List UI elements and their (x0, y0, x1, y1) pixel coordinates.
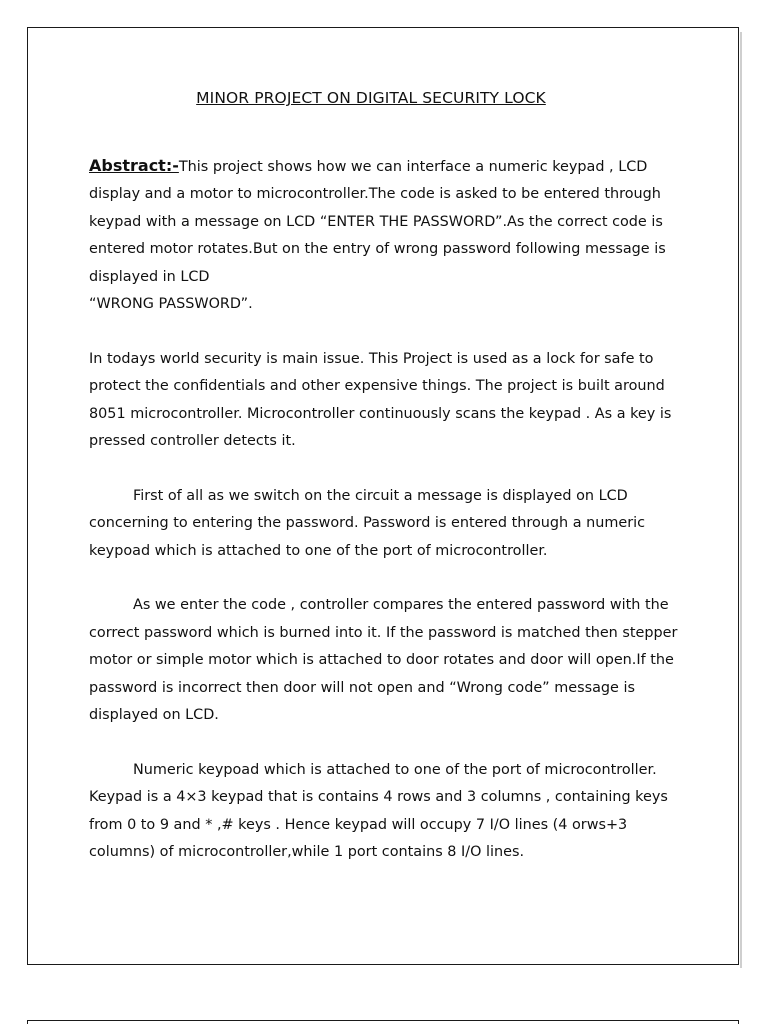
abstract-text-end: “WRONG PASSWORD”. (89, 296, 253, 313)
paragraph-keypad: Numeric keypoad which is attached to one of the port of microcontroller. Keypad is a 4×3 keypad that is contains 4 rows and 3 columns , containing keys from 0 to 9 and * ,# keys . Hence keypad will occupy 7 I/O lines (4 orws+3 columns) of microcontroller,while 1 port contains 8 I/O lines. (89, 761, 668, 861)
abstract-label: Abstract:- (89, 156, 179, 175)
paragraph-security: In todays world security is main issue. This Project is used as a lock for safe to protect the confidentials and other expensive things. The project is built around 8051 microcontroller. Microcontroller continuously scans the keypad . As a key is pressed controller detects it. (89, 350, 672, 450)
paragraph-switch-on: First of all as we switch on the circuit a message is displayed on LCD concerning to entering the password. Password is entered through a numeric keypoad which is attached to one of the port of microcontroller. (89, 487, 646, 559)
document-title: MINOR PROJECT ON DIGITAL SECURITY LOCK (196, 89, 546, 107)
document-body (89, 152, 679, 894)
paragraph-compare-code: As we enter the code , controller compares the entered password with the correct password which is burned into it. If the password is matched then stepper motor or simple motor which is attached to door rotates and door will open.If the password is incorrect then door will not open and “Wrong code” message is displayed on LCD. (89, 597, 678, 724)
abstract-paragraph (89, 152, 679, 318)
next-page-edge (27, 1020, 739, 1024)
abstract-text: This project shows how we can interface a numeric keypad , LCD display and a motor to microcontroller.The code is asked to be entered through keypad with a message on LCD “ENTER THE PASSWORD”.As the correct code is entered motor rotates.But on the entry of wrong password following message is displayed in LCD (89, 159, 666, 285)
